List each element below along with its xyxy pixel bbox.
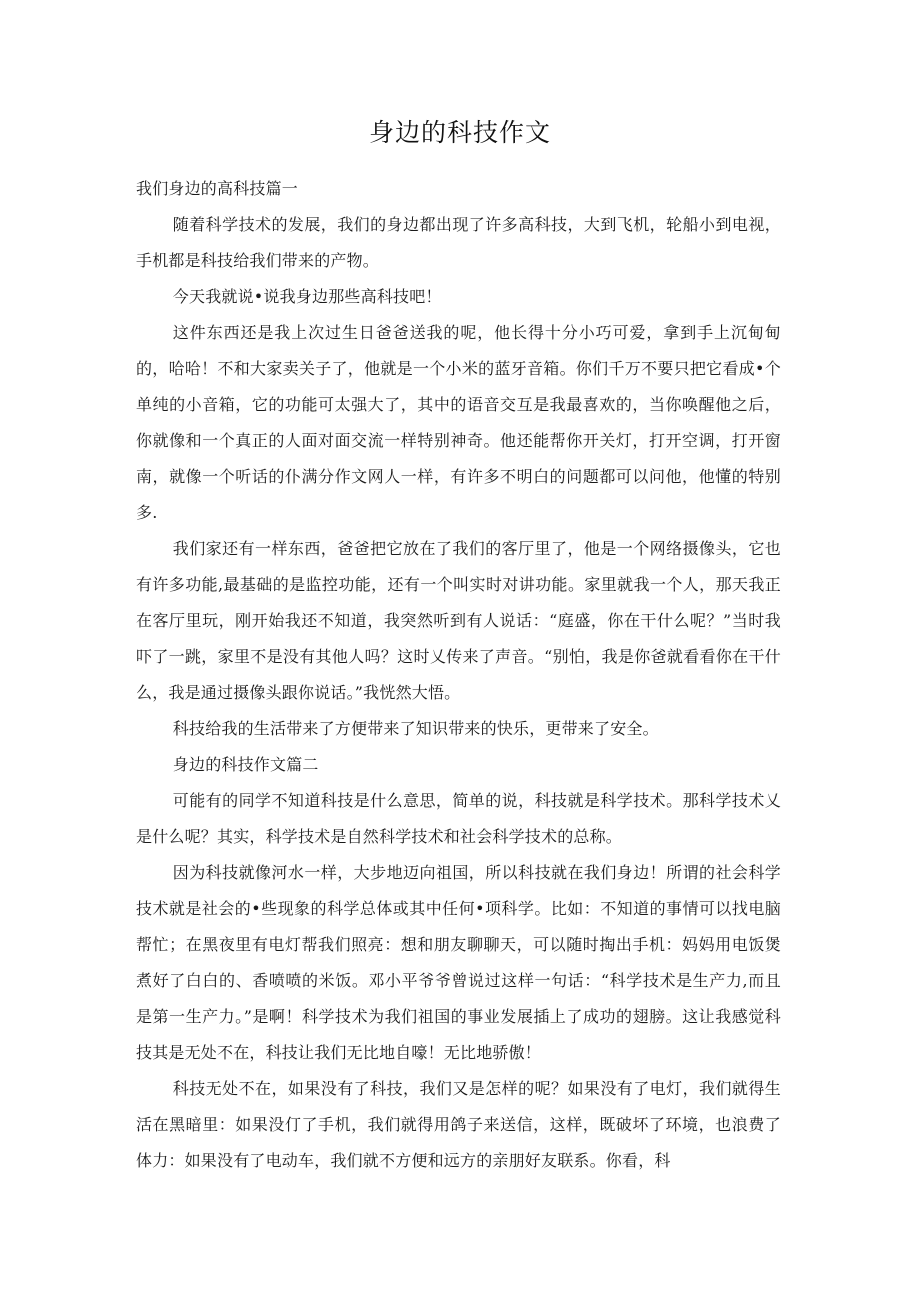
paragraph: 可能有的同学不知道科技是什么意思，简单的说，科技就是科学技术。那科学技术乂是什么呢？其实，科学技术是自然科学技术和社会科学技术的总称。 <box>136 791 781 846</box>
section-heading-1: 我们身边的高科技篇一 <box>136 179 299 198</box>
paragraph: 因为科技就像河水一样，大步地迈向祖国，所以科技就在我们身边！所谓的社会科学技术就是社会的•些现象的科学总体或其中任何•项科学。比如：不知道的事情可以找电脑帮忙；在黑夜里有电灯帮我们照亮：想和朋友聊聊天，可以随时掏出手机：妈妈用电饭煲煮好了白白的、香喷喷的米饭。邓小平爷爷曾说过这样一句话：“科学技术是生产力,而且是第一生产力。”是啊！科学技术为我们祖国的事业发展插上了成功的翅膀。这让我感觉科技其是无处不在，科技让我们无比地自嚎！无比地骄傲！ <box>136 863 781 1062</box>
paragraph: 随着科学技术的发展，我们的身边都出现了许多高科技，大到飞机，轮船小到电视，手机都是科技给我们带来的产物。 <box>136 215 781 270</box>
document-body <box>136 171 781 1179</box>
section-heading-2: 身边的科技作文篇二 <box>172 755 319 774</box>
paragraph: 今天我就说•说我身边那些高科技吧！ <box>172 287 442 306</box>
paragraph: 我们家还有一样东西，爸爸把它放在了我们的客厅里了，他是一个网络摄像头，它也有许多功能,最基础的是监控功能，还有一个叫实时对讲功能。家里就我一个人，那天我正在客厅里玩，刚开始我还不知道，我突然听到有人说话：“庭盛，你在干什么呢？”当时我吓了一跳，家里不是没有其他人吗？这时乂传来了声音。“别怕，我是你爸就看看你在干什么，我是通过摄像头跟你说话。”我恍然大悟。 <box>136 539 781 702</box>
paragraph: 科技给我的生活带来了方便带来了知识带来的快乐，更带来了安全。 <box>172 719 659 738</box>
paragraph: 这件东西还是我上次过生日爸爸送我的呢，他长得十分小巧可爱，拿到手上沉甸甸的，哈哈！不和大家卖关子了，他就是一个小米的蓝牙音箱。你们千万不要只把它看成•个单纯的小音箱，它的功能可太强大了，其中的语音交互是我最喜欢的，当你唤醒他之后，你就像和一个真正的人面对面交流一样特别神奇。他还能帮你开关灯，打开空调，打开窗南，就像一个听话的仆满分作文网人一样，有许多不明白的问题都可以问他，他懂的特别多. <box>136 323 781 522</box>
document-title: 身边的科技作文 <box>368 118 551 147</box>
paragraph: 科技无处不在，如果没有了科技，我们又是怎样的呢？如果没有了电灯，我们就得生活在黑暗里：如果没仃了手机，我们就得用鸽子来送信，这样，既破坏了环境，也浪费了体力：如果没有了电动车，我们就不方便和远方的亲朋好友联系。你看，科 <box>136 1079 781 1170</box>
